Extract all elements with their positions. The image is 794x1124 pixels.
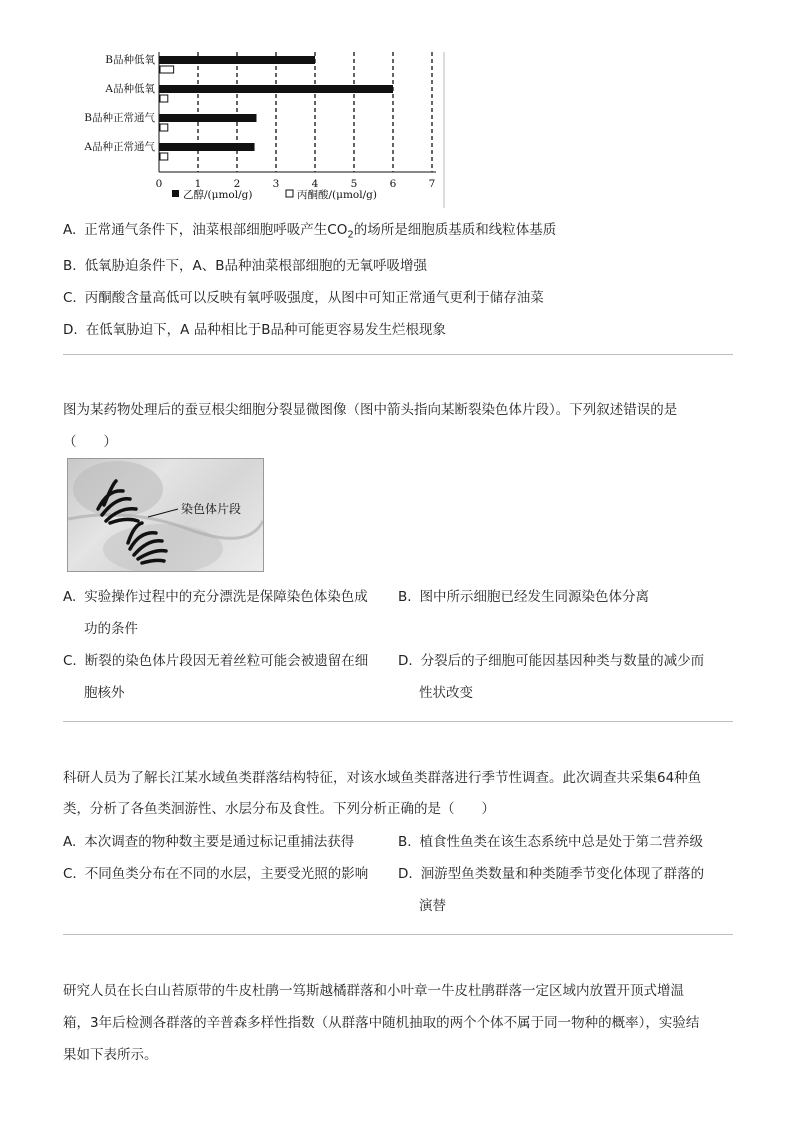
option-label: A. — [63, 834, 77, 850]
q3-option-c[interactable] — [63, 862, 368, 882]
option-label: D. — [398, 866, 413, 882]
legend-pyruvate-label: 丙酮酸/(μmol/g) — [297, 189, 377, 201]
q3-option-a[interactable] — [63, 830, 354, 850]
x-tick-label: 3 — [272, 178, 280, 190]
q2-stem: 图为某药物处理后的蚕豆根尖细胞分裂显微图像（图中箭头指向某断裂染色体片段）。下列叙述错误的是 — [63, 402, 678, 418]
q4-stem: 研究人员在长白山苔原带的牛皮杜鹃一笃斯越橘群落和小叶章一牛皮杜鹃群落一定区域内放置开顶式增温 — [63, 983, 684, 999]
q3-stem: 科研人员为了解长江某水域鱼类群落结构特征，对该水域鱼类群落进行季节性调查。此次调查共采集64种鱼 — [63, 770, 702, 786]
q1-option-d[interactable] — [63, 318, 446, 338]
q3-option-b[interactable] — [398, 830, 703, 850]
category-label: B品种正常通气 — [84, 112, 155, 124]
q4-stem-cont: 箱，3年后检测各群落的辛普森多样性指数（从群落中随机抽取的两个个体不属于同一物种的概率），实验结 — [63, 1015, 700, 1031]
option-label: B. — [398, 589, 412, 605]
chart-gridlines — [198, 52, 432, 172]
option-label: C. — [63, 290, 77, 306]
q1-option-a[interactable] — [63, 218, 556, 241]
legend-pyruvate-swatch — [286, 190, 293, 197]
q3-option-d-cont: 演替 — [419, 898, 446, 914]
option-text: 洄游型鱼类数量和种类随季节变化体现了群落的 — [420, 866, 705, 882]
respiration-bar-chart — [60, 48, 460, 208]
option-text: 实验操作过程中的充分漂洗是保障染色体染色成 — [84, 589, 368, 605]
option-text: 断裂的染色体片段因无着丝粒可能会被遗留在细 — [84, 653, 369, 669]
q2-option-b[interactable] — [398, 585, 649, 605]
x-tick-label: 1 — [194, 178, 202, 190]
bar-ethanol — [159, 56, 315, 64]
bar-pyruvate — [160, 153, 168, 160]
x-tick-label: 0 — [155, 178, 163, 190]
x-tick-label: 5 — [350, 178, 358, 190]
q2-option-d-cont: 性状改变 — [419, 685, 473, 701]
q2-option-c[interactable] — [63, 649, 368, 669]
question-divider — [63, 934, 733, 935]
x-tick-label: 2 — [233, 178, 241, 190]
option-text: 植食性鱼类在该生态系统中总是处于第二营养级 — [419, 834, 704, 850]
q4-stem-end: 果如下表所示。 — [63, 1047, 158, 1063]
q2-stem-blank: （ ） — [63, 434, 117, 450]
option-text: 丙酮酸含量高低可以反映有氧呼吸强度，从图中可知正常通气更利于储存油菜 — [84, 290, 544, 306]
chart-category-labels — [83, 53, 155, 153]
option-label: B. — [63, 258, 77, 274]
q2-option-c-cont: 胞核外 — [84, 685, 125, 701]
q2-option-d[interactable] — [398, 649, 704, 669]
bar-ethanol — [159, 114, 257, 122]
option-label: B. — [398, 834, 412, 850]
x-tick-label: 4 — [311, 178, 319, 190]
option-label: C. — [63, 653, 77, 669]
x-tick-label: 7 — [428, 178, 436, 190]
q3-stem-cont: 类，分析了各鱼类洄游性、水层分布及食性。下列分析正确的是（ ） — [63, 801, 495, 817]
option-label: C. — [63, 866, 77, 882]
option-text: 分裂后的子细胞可能因基因种类与数量的减少而 — [420, 653, 705, 669]
question-divider — [63, 721, 733, 722]
q3-option-d[interactable] — [398, 862, 704, 882]
chromosome-micrograph — [67, 458, 264, 572]
option-label: A. — [63, 222, 77, 238]
option-text: 在低氧胁迫下，A 品种相比于B品种可能更容易发生烂根现象 — [85, 322, 446, 338]
option-text-cont: 的场所是细胞质基质和线粒体基质 — [353, 222, 557, 238]
option-text: 不同鱼类分布在不同的水层，主要受光照的影响 — [84, 866, 369, 882]
option-label: A. — [63, 589, 77, 605]
option-subscript: 2 — [347, 229, 354, 241]
category-label: B品种低氧 — [105, 54, 155, 66]
category-label: A品种低氧 — [105, 83, 155, 95]
option-label: D. — [398, 653, 413, 669]
fragment-arrow — [148, 509, 178, 517]
legend-ethanol-swatch — [172, 190, 179, 197]
legend-ethanol-label: 乙醇/(μmol/g) — [183, 189, 253, 201]
q1-option-c[interactable] — [63, 286, 544, 306]
category-label: A品种正常通气 — [84, 141, 155, 153]
bar-ethanol — [159, 85, 393, 93]
q2-option-a-cont: 功的条件 — [84, 621, 138, 637]
bar-pyruvate — [160, 124, 168, 131]
bar-ethanol — [159, 143, 255, 151]
q2-option-a[interactable] — [63, 585, 368, 605]
option-text: 低氧胁迫条件下，A、B品种油菜根部细胞的无氧呼吸增强 — [84, 258, 428, 274]
bar-pyruvate — [160, 66, 174, 73]
micrograph-drawing — [68, 459, 263, 571]
option-text: 本次调查的物种数主要是通过标记重捕法获得 — [84, 834, 355, 850]
x-tick-label: 6 — [389, 178, 397, 190]
question-divider — [63, 354, 733, 355]
bar-pyruvate — [160, 95, 168, 102]
option-label: D. — [63, 322, 78, 338]
option-text: 正常通气条件下，油菜根部细胞呼吸产生CO — [84, 222, 348, 238]
option-text: 图中所示细胞已经发生同源染色体分离 — [419, 589, 650, 605]
micrograph-label: 染色体片段 — [181, 502, 242, 516]
q1-option-b[interactable] — [63, 254, 427, 274]
